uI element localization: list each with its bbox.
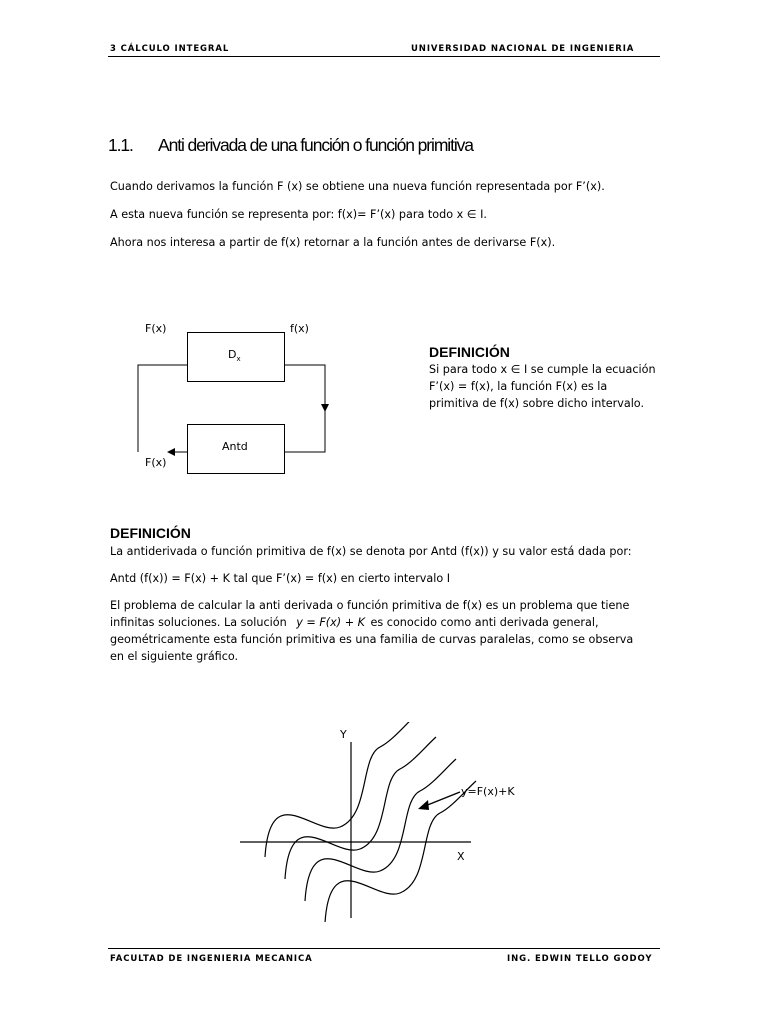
antiderivative-curve xyxy=(305,759,456,901)
section-title: Anti derivada de una función o función primitiva xyxy=(158,135,473,155)
paragraph-line-4: en el siguiente gráfico. xyxy=(110,650,239,663)
antiderivative-curve xyxy=(325,781,476,922)
intro-line-3: Ahora nos interesa a partir de f(x) retornar a la función antes de derivarse F(x). xyxy=(110,236,556,249)
section-number: 1.1. xyxy=(108,135,133,155)
paragraph-line-2-tail: es conocido como anti derivada general, xyxy=(370,616,599,629)
intro-line-2: A esta nueva función se representa por: f(x)= F’(x) para todo x ∈ I. xyxy=(110,208,487,221)
antiderivative-box xyxy=(187,424,285,474)
header-right: UNIVERSIDAD NACIONAL DE INGENIERIA xyxy=(411,44,635,54)
antiderivative-curve xyxy=(285,737,436,879)
definition-2-line-2: Antd (f(x)) = F(x) + K tal que F’(x) = f(x) en cierto intervalo I xyxy=(110,572,451,585)
footer-left: FACULTAD DE INGENIERIA MECANICA xyxy=(110,954,313,964)
curve-label: y=F(x)+K xyxy=(461,785,515,798)
definition-2-line-1: La antiderivada o función primitiva de f(x) se denota por Antd (f(x)) y su valor está dada por: xyxy=(110,545,632,558)
paragraph-line-3: geométricamente esta función primitiva es una familia de curvas paralelas, como se observa xyxy=(110,633,634,646)
footer-rule xyxy=(108,948,660,949)
x-axis-label: X xyxy=(457,850,465,863)
intro-line-1: Cuando derivamos la función F (x) se obtiene una nueva función representada por F’(x). xyxy=(110,180,605,193)
y-axis-label: Y xyxy=(340,728,347,741)
diagram-top-left-label: F(x) xyxy=(145,322,167,335)
diagram-bottom-left-label: F(x) xyxy=(145,456,167,469)
header-rule xyxy=(108,56,660,57)
derivative-operator: D xyxy=(228,348,237,361)
definition-1-line-1: Si para todo x ∈ I se cumple la ecuación xyxy=(429,363,656,376)
antiderivative-family-graph xyxy=(230,722,530,922)
general-solution-formula: y = F(x) + K xyxy=(296,616,365,629)
definition-1-line-2: F’(x) = f(x), la función F(x) es la xyxy=(429,380,608,393)
curve-family xyxy=(265,722,476,922)
antiderivative-curve xyxy=(265,722,416,857)
derivative-diagram xyxy=(130,318,340,478)
header-left: 3 CÁLCULO INTEGRAL xyxy=(110,44,230,54)
definition-1-line-3: primitiva de f(x) sobre dicho intervalo. xyxy=(429,397,645,410)
definition-2-heading: DEFINICIÓN xyxy=(110,525,191,541)
derivative-box xyxy=(187,332,285,382)
paragraph-line-2-head: infinitas soluciones. La solución xyxy=(110,616,287,629)
curve-pointer-arrowhead xyxy=(418,800,429,810)
paragraph-line-2 xyxy=(110,614,599,631)
antiderivative-operator: Antd xyxy=(222,440,248,453)
definition-1-heading: DEFINICIÓN xyxy=(429,344,510,360)
diagram-top-right-label: f(x) xyxy=(290,322,309,335)
paragraph-line-1: El problema de calcular la anti derivada o función primitiva de f(x) es un problema que tiene xyxy=(110,599,630,612)
derivative-operator-sub: x xyxy=(236,355,241,364)
footer-right: ING. EDWIN TELLO GODOY xyxy=(507,954,653,964)
